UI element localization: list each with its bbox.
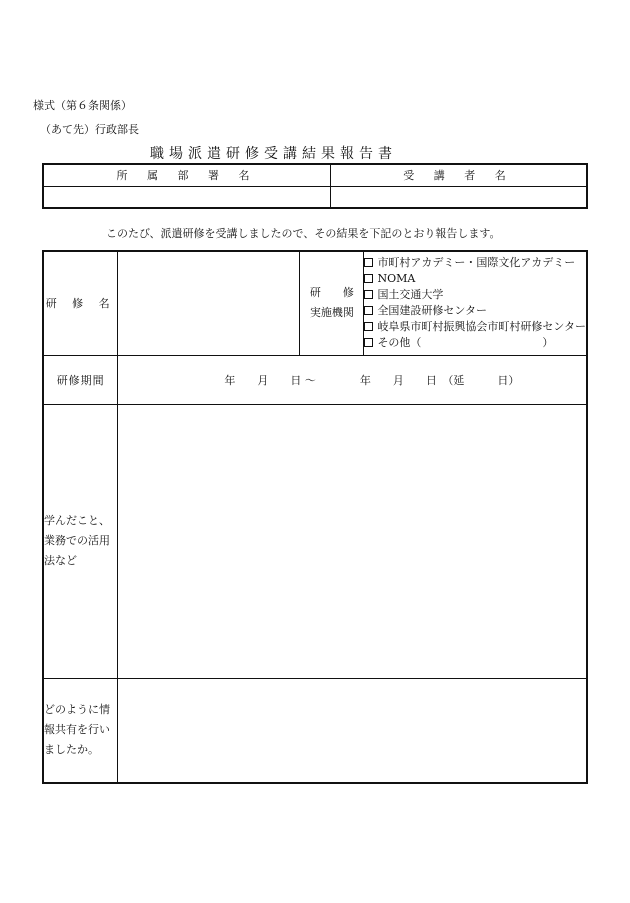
training-name-field[interactable]: [118, 251, 300, 355]
institution-label-line1: 研 修: [309, 286, 354, 300]
attendee-header: [331, 164, 588, 186]
learned-label: 学んだこと、業務での活用法など: [44, 514, 110, 567]
share-label-cell: [43, 678, 118, 783]
attendee-input[interactable]: [331, 189, 586, 204]
learned-field[interactable]: [118, 404, 587, 678]
period-label: 研修期間: [56, 373, 105, 387]
checkbox-icon[interactable]: [364, 258, 373, 267]
institution-option[interactable]: 市町村アカデミー・国際文化アカデミー: [364, 255, 586, 271]
checkbox-icon[interactable]: [364, 338, 373, 347]
institution-options: [364, 251, 587, 355]
share-field[interactable]: [118, 678, 587, 783]
form-header: 様式（第６条関係）: [33, 99, 132, 112]
period-text: 年 月 日 ～ 年 月 日 （延 日）: [224, 373, 520, 387]
learned-label-cell: [43, 404, 118, 678]
institution-option[interactable]: 国土交通大学: [364, 287, 586, 303]
institution-label-cell: [300, 251, 364, 355]
period-label-cell: [43, 355, 118, 404]
department-label: 所 属 部 署 名: [116, 169, 258, 183]
share-label: どのように情報共有を行いましたか。: [44, 703, 110, 757]
checkbox-icon[interactable]: [364, 306, 373, 315]
report-table: [42, 250, 588, 784]
attendee-field[interactable]: [331, 186, 588, 208]
department-header: [43, 164, 331, 186]
training-name-label: 研 修 名: [45, 297, 116, 311]
institution-label-line2: 実施機関: [309, 306, 354, 320]
intro-text: このたび、派遣研修を受講しましたので、その結果を下記のとおり報告します。: [106, 227, 501, 240]
department-attendee-table: [42, 163, 588, 209]
department-field[interactable]: [43, 186, 331, 208]
training-name-label-cell: [43, 251, 118, 355]
institution-option[interactable]: 全国建設研修センター: [364, 303, 586, 319]
institution-option[interactable]: NOMA: [364, 271, 586, 287]
department-input[interactable]: [44, 189, 330, 204]
period-field[interactable]: [118, 355, 587, 404]
document-title: 職場派遣研修受講結果報告書: [150, 146, 397, 162]
institution-option[interactable]: 岐阜県市町村振興協会市町村研修センター: [364, 319, 586, 335]
addressee-line: （あて先）行政部長: [40, 123, 139, 136]
institution-option[interactable]: その他（ ）: [364, 335, 586, 351]
attendee-label: 受 講 者 名: [403, 169, 514, 183]
checkbox-icon[interactable]: [364, 322, 373, 331]
checkbox-icon[interactable]: [364, 290, 373, 299]
checkbox-icon[interactable]: [364, 274, 373, 283]
